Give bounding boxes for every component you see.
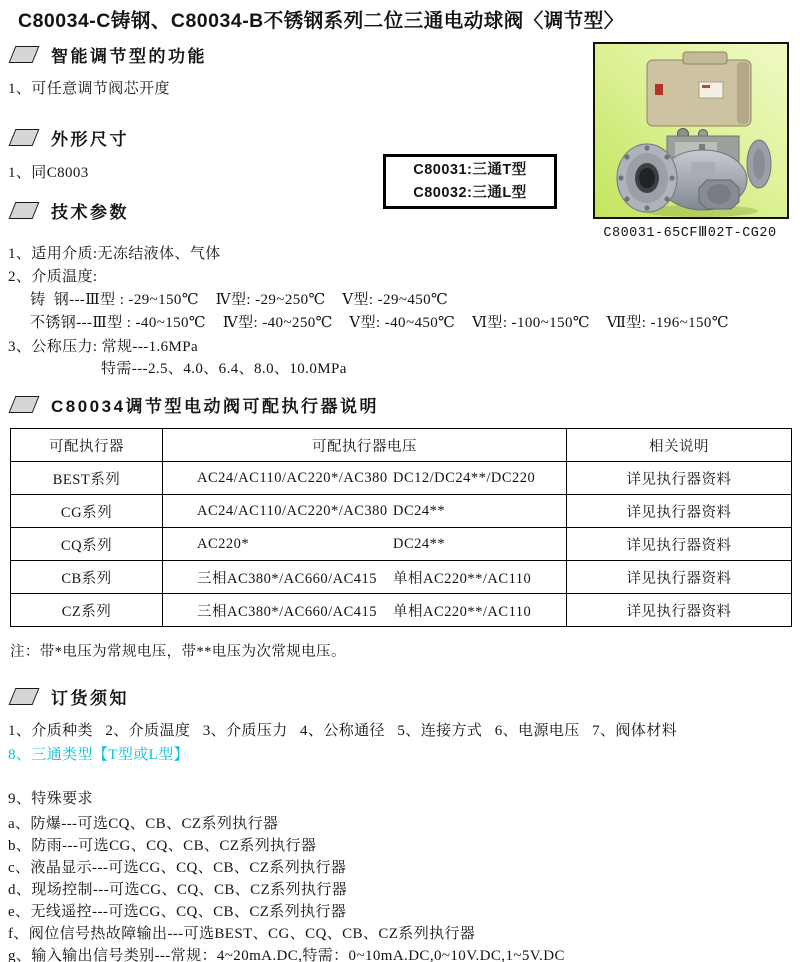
voltage-ac: AC24/AC110/AC220*/AC380: [197, 469, 388, 486]
cell-series: CQ系列: [11, 528, 163, 561]
table-row: [11, 528, 792, 561]
tech-temp-cast: 铸 钢---Ⅲ型 : -29~150℃ Ⅳ型: -29~250℃ Ⅴ型: -29~450℃: [30, 292, 449, 308]
special-item-b: b、防雨---可选CG、CQ、CB、CZ系列执行器: [8, 838, 317, 854]
parallelogram-icon: [9, 46, 40, 63]
special-heading: 9、特殊要求: [8, 791, 93, 807]
model-line-l: C80032:三通L型: [413, 184, 527, 201]
cell-voltage: [163, 561, 567, 594]
dimension-line-1: 1、同C8003: [8, 165, 89, 181]
tech-temp-stainless: 不锈钢---Ⅲ型 : -40~150℃ Ⅳ型: -40~250℃ Ⅴ型: -40~450℃ Ⅵ型: -100~150℃ Ⅶ型: -196~150℃: [30, 315, 730, 331]
cell-series: BEST系列: [11, 462, 163, 495]
section-label: 订货须知: [51, 689, 129, 708]
cell-series: CB系列: [11, 561, 163, 594]
voltage-dc: DC24**: [393, 535, 446, 552]
table-row: [11, 495, 792, 528]
cell-voltage: [163, 594, 567, 627]
parallelogram-icon: [9, 202, 40, 219]
voltage-dc: DC24**: [393, 502, 446, 519]
cell-note: 详见执行器资料: [567, 495, 792, 528]
section-header-tech: [8, 198, 129, 223]
cell-voltage: [163, 528, 567, 561]
parallelogram-icon: [9, 688, 40, 705]
section-label: C80034调节型电动阀可配执行器说明: [51, 397, 380, 416]
voltage-dc: 单相AC220**/AC110: [393, 570, 532, 587]
voltage-ac: AC220*: [197, 535, 250, 552]
cell-voltage: [163, 462, 567, 495]
cell-series: CG系列: [11, 495, 163, 528]
product-photo: [593, 42, 789, 219]
cell-note: 详见执行器资料: [567, 528, 792, 561]
voltage-ac: 三相AC380*/AC660/AC415: [197, 603, 377, 620]
section-label: 智能调节型的功能: [51, 47, 207, 66]
section-header-features: [8, 42, 207, 67]
special-item-f: f、阀位信号热故障输出---可选BEST、CG、CQ、CB、CZ系列执行器: [8, 926, 476, 942]
voltage-ac: AC24/AC110/AC220*/AC380: [197, 502, 388, 519]
special-item-d: d、现场控制---可选CG、CQ、CB、CZ系列执行器: [8, 882, 348, 898]
tech-pressure-special: 特需---2.5、4.0、6.4、8.0、10.0MPa: [101, 361, 347, 377]
voltage-dc: DC12/DC24**/DC220: [393, 469, 536, 486]
cell-note: 详见执行器资料: [567, 561, 792, 594]
col-header-series: 可配执行器: [11, 429, 163, 462]
page-title: C80034-C铸钢、C80034-B不锈钢系列二位三通电动球阀〈调节型〉: [18, 10, 624, 32]
special-item-a: a、防爆---可选CQ、CB、CZ系列执行器: [8, 816, 279, 832]
section-header-ordering: [8, 684, 129, 709]
voltage-dc: 单相AC220**/AC110: [393, 603, 532, 620]
cell-voltage: [163, 495, 567, 528]
section-header-actuator: [8, 392, 379, 417]
parallelogram-icon: [9, 129, 40, 146]
cell-series: CZ系列: [11, 594, 163, 627]
cell-note: 详见执行器资料: [567, 462, 792, 495]
tech-pressure: 3、公称压力: 常规---1.6MPa: [8, 339, 199, 355]
table-row: [11, 462, 792, 495]
ordering-items-line: 1、介质种类 2、介质温度 3、介质压力 4、公称通径 5、连接方式 6、电源电压 7、阀体材料: [8, 723, 678, 739]
parallelogram-icon: [9, 396, 40, 413]
voltage-ac: 三相AC380*/AC660/AC415: [197, 570, 377, 587]
table-footnote: 注：带*电压为常规电压，带**电压为次常规电压。: [10, 644, 346, 660]
special-item-e: e、无线遥控---可选CG、CQ、CB、CZ系列执行器: [8, 904, 347, 920]
valve-illustration: [595, 44, 787, 217]
table-row: [11, 561, 792, 594]
col-header-voltage: 可配执行器电压: [163, 429, 567, 462]
section-label: 技术参数: [51, 203, 129, 222]
cell-note: 详见执行器资料: [567, 594, 792, 627]
figure-caption: C80031-65CFⅢ02T-CG20: [603, 226, 777, 241]
table-row: [11, 594, 792, 627]
actuator-table: [10, 428, 792, 627]
section-label: 外形尺寸: [51, 130, 129, 149]
ordering-three-way-line: 8、三通类型【T型或L型】: [8, 747, 190, 763]
section-header-dimensions: [8, 125, 129, 150]
table-header-row: [11, 429, 792, 462]
model-line-t: C80031:三通T型: [413, 161, 527, 178]
tech-medium-line: 1、适用介质:无冻结液体、气体: [8, 246, 221, 262]
feature-line-1: 1、可任意调节阀芯开度: [8, 81, 170, 97]
tech-temp-label: 2、介质温度:: [8, 269, 98, 285]
model-callout-box: [383, 154, 557, 209]
special-item-g: g、输入输出信号类别---常规：4~20mA.DC,特需：0~10mA.DC,0~10V.DC,1~5V.DC: [8, 948, 565, 962]
col-header-note: 相关说明: [567, 429, 792, 462]
special-item-c: c、液晶显示---可选CG、CQ、CB、CZ系列执行器: [8, 860, 347, 876]
